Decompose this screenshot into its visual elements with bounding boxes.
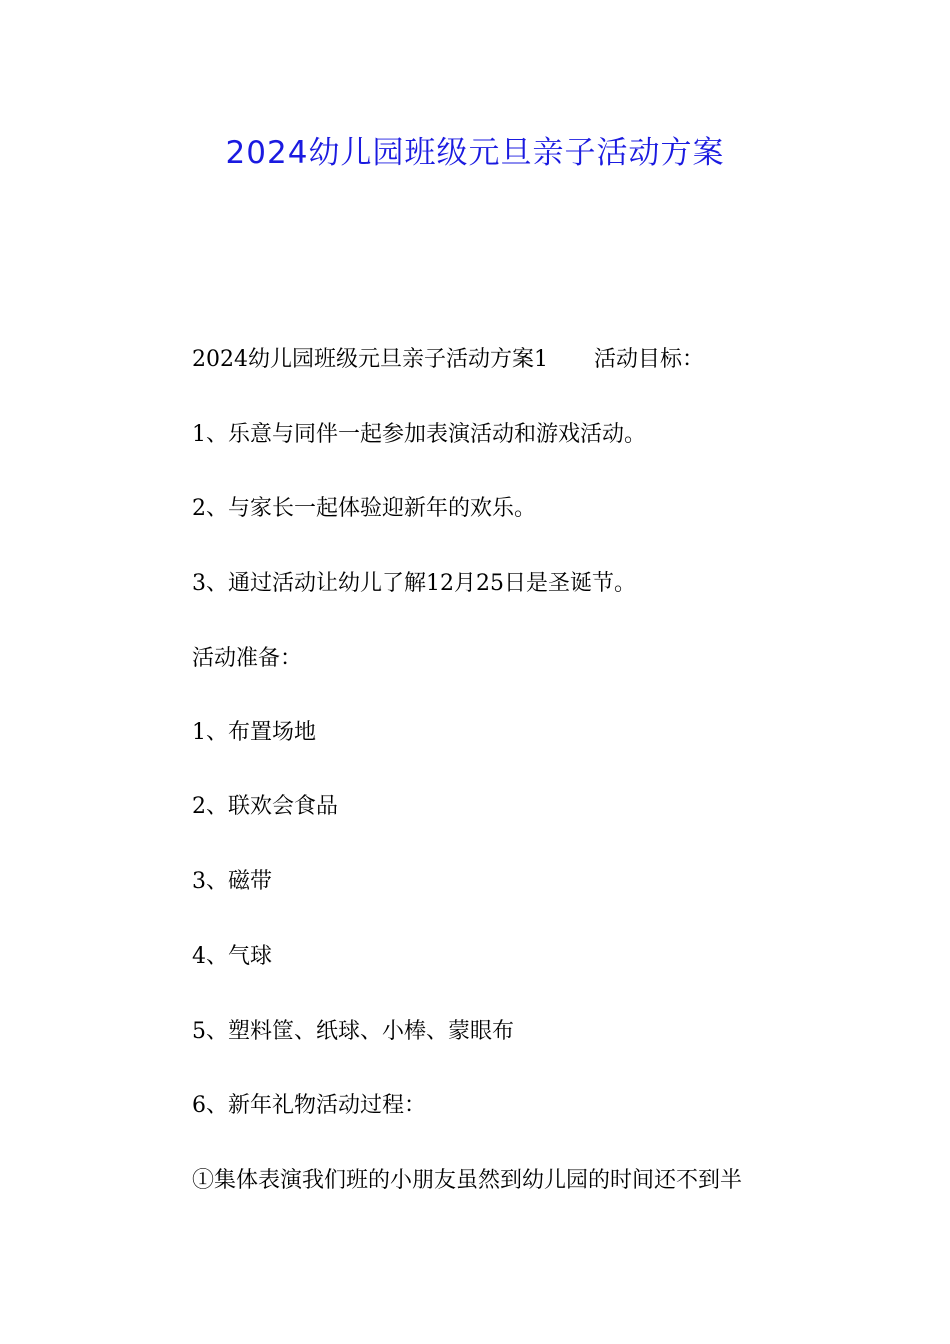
preparation-item-3: 3、磁带 <box>192 869 272 894</box>
plan-name: 2024幼儿园班级元旦亲子活动方案1 <box>192 347 548 372</box>
goal-item-3: 3、通过活动让幼儿了解12月25日是圣诞节。 <box>192 571 636 596</box>
preparation-item-1: 1、布置场地 <box>192 720 316 745</box>
section-preparation-title: 活动准备： <box>192 646 303 671</box>
process-paragraph: ①集体表演我们班的小朋友虽然到幼儿园的时间还不到半 <box>192 1168 743 1193</box>
preparation-item-6: 6、新年礼物活动过程： <box>192 1093 426 1118</box>
preparation-item-4: 4、气球 <box>192 944 272 969</box>
section-goals-title: 活动目标： <box>594 347 705 372</box>
preparation-item-2: 2、联欢会食品 <box>192 794 338 819</box>
preparation-item-5: 5、塑料筐、纸球、小棒、蒙眼布 <box>192 1019 514 1044</box>
heading-line <box>192 344 704 376</box>
goal-item-1: 1、乐意与同伴一起参加表演活动和游戏活动。 <box>192 422 646 447</box>
goal-item-2: 2、与家长一起体验迎新年的欢乐。 <box>192 496 536 521</box>
document-title: 2024幼儿园班级元旦亲子活动方案 <box>225 135 725 171</box>
